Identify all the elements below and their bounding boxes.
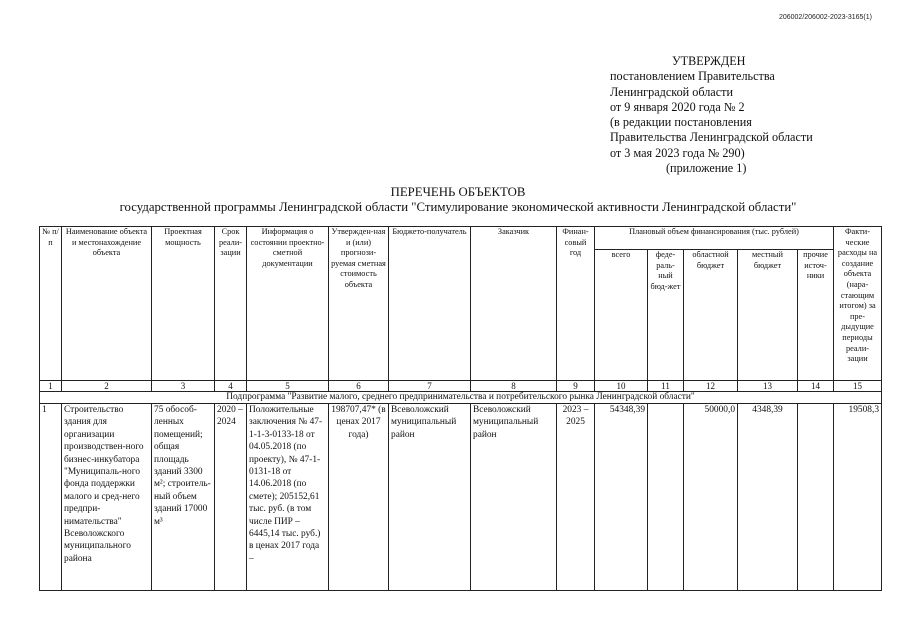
header-design-info: Информация о состоянии проектно-сметной документации: [247, 227, 329, 381]
cell-num: 1: [40, 404, 62, 591]
approval-heading: УТВЕРЖДЕН: [672, 54, 746, 68]
header-period: Срок реали-зации: [215, 227, 247, 381]
header-recipient: Бюджето-получатель: [389, 227, 471, 381]
column-number: 5: [247, 381, 329, 392]
approval-line: постановлением Правительства: [610, 69, 775, 84]
cell-other: [798, 404, 834, 591]
cell-period: 2020 – 2024: [215, 404, 247, 591]
approval-line: Ленинградской области: [610, 84, 733, 99]
column-number: 1: [40, 381, 62, 392]
column-number: 10: [595, 381, 648, 392]
column-number: 11: [648, 381, 684, 392]
column-number: 4: [215, 381, 247, 392]
column-number: 15: [834, 381, 882, 392]
header-fin-year: Финан-совый год: [557, 227, 595, 381]
cell-actual: 19508,3: [834, 404, 882, 591]
column-number: 3: [152, 381, 215, 392]
cell-local: 4348,39: [738, 404, 798, 591]
approval-line: (в редакции постановления: [610, 115, 752, 130]
header-other: прочие источ-ники: [798, 250, 834, 381]
cell-capacity: 75 обособ-ленных помещений; общая площадь зданий 3300 м²; строитель-ный объем зданий 17000 м³: [152, 404, 215, 591]
objects-table: [39, 226, 882, 591]
cell-name: Строительство здания для организации производствен-ного бизнес-инкубатора "Муниципаль-ного фонда поддержки малого и сред-него предпри-нимательства" Всеволожского муниципального района: [62, 404, 152, 591]
approval-line: Правительства Ленинградской области: [610, 130, 813, 145]
header-customer: Заказчик: [471, 227, 557, 381]
header-regional: областной бюджет: [684, 250, 738, 381]
cell-recipient: Всеволожский муниципальный район: [389, 404, 471, 591]
column-number: 8: [471, 381, 557, 392]
approval-line: от 3 мая 2023 года № 290): [610, 145, 745, 160]
column-number: 12: [684, 381, 738, 392]
cell-total: 54348,39: [595, 404, 648, 591]
column-number: 6: [329, 381, 389, 392]
page-subtitle: государственной программы Ленинградской области "Стимулирование экономической активности Ленинградской области": [119, 200, 797, 214]
cell-regional: 50000,0: [684, 404, 738, 591]
subprogram-row: Подпрограмма "Развитие малого, среднего предпринимательства и потребительского рынка Ленинградской области": [40, 392, 882, 404]
header-capacity: Проектная мощность: [152, 227, 215, 381]
page-title: ПЕРЕЧЕНЬ ОБЪЕКТОВ: [390, 185, 526, 199]
header-actual: Факти-ческие расходы на создание объекта (нара-стающим итогом) за пре-дыдущие периоды реали-зации: [834, 227, 882, 381]
table-row: [40, 404, 882, 591]
header-total: всего: [595, 250, 648, 381]
header-planned-group: Плановый объем финансирования (тыс. рублей): [595, 227, 834, 250]
header-name: Наименование объекта и местонахождение объекта: [62, 227, 152, 381]
approval-block: [610, 54, 870, 176]
cell-federal: [648, 404, 684, 591]
header-estimated-cost: Утвержден-ная и (или) прогнози-руемая сметная стоимость объекта: [329, 227, 389, 381]
column-number: 9: [557, 381, 595, 392]
cell-fin-year: 2023 – 2025: [557, 404, 595, 591]
document-id: 206002/206002-2023-3165(1): [778, 14, 872, 21]
cell-design-info: Положительные заключения № 47-1-1-3-0133-18 от 04.05.2018 (по проекту), № 47-1-0131-18 от 14.06.2018 (по смете); 205152,61 тыс. руб. (в том числе ПИР – 6445,14 тыс. руб.) в ценах 2017 года –: [247, 404, 329, 591]
column-number: 13: [738, 381, 798, 392]
header-local: местный бюджет: [738, 250, 798, 381]
cell-customer: Всеволожский муниципальный район: [471, 404, 557, 591]
header-federal: феде-раль-ный бюд-жет: [648, 250, 684, 381]
cell-estimated-cost: 198707,47* (в ценах 2017 года): [329, 404, 389, 591]
header-num: № п/п: [40, 227, 62, 381]
column-number: 7: [389, 381, 471, 392]
column-number: 14: [798, 381, 834, 392]
column-number: 2: [62, 381, 152, 392]
approval-line: от 9 января 2020 года № 2: [610, 99, 745, 114]
approval-appendix: (приложение 1): [666, 161, 747, 176]
